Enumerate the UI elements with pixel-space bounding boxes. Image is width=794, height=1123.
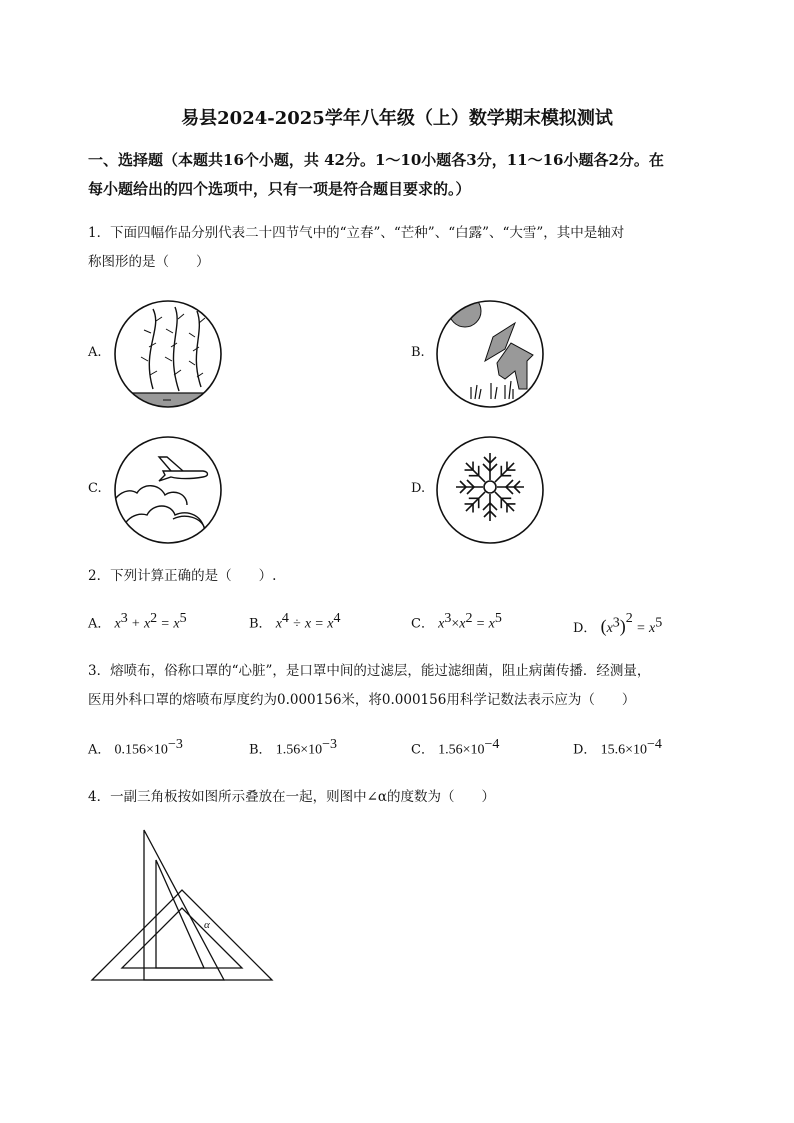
snowflake-icon[interactable] [435,435,545,545]
q3-option-b[interactable]: B． $1.56\times 10^{-3}$ [249,737,338,758]
q1-option-a-label[interactable]: A. [88,345,102,360]
question-1-stem [88,219,728,277]
question-1-line1: 1．下面四幅作品分别代表二十四节气中的“立春”、“芒种”、“白露”、“大雪”，其中是轴对 [88,225,625,241]
willow-icon[interactable] [113,299,223,409]
question-3-stem [88,657,728,715]
q3-option-c[interactable]: C． $1.56\times 10^{-4}$ [411,737,500,758]
question-4-stem: 4．一副三角板按如图所示叠放在一起，则图中∠α的度数为（ ） [88,789,496,805]
q3-option-d[interactable]: D． $15.6\times 10^{-4}$ [573,737,662,758]
section-heading-line1: 一、选择题（本题共16个小题，共 42分。1～10小题各3分，11～16小题各2分。在 [88,151,664,169]
alpha-label: α [204,919,210,931]
question-3-line1: 3．熔喷布，俗称口罩的“心脏”，是口罩中间的过滤层，能过滤细菌，阻止病菌传播．经测量， [88,663,651,679]
q1-option-d-label[interactable]: D. [411,481,426,496]
q2-option-c[interactable]: C． $x^3\times x^2 = x^5$ [411,611,502,632]
q1-option-c-label[interactable]: C. [88,481,102,496]
q2-option-a[interactable]: A． $x^3 + x^2 = x^5$ [88,611,187,632]
triangle-rulers-figure [88,826,278,986]
question-3-line2: 医用外科口罩的熔喷布厚度约为0.000156米，将0.000156用科学记数法表示应为（ ） [88,692,636,708]
question-2-stem: 2．下列计算正确的是（ ）. [88,568,277,584]
q2-option-b[interactable]: B． $x^4 \div x = x^4$ [249,611,341,632]
q1-option-b-label[interactable]: B. [411,345,425,360]
q3-option-a[interactable]: A． $0.156\times 10^{-3}$ [88,737,183,758]
question-1-line2: 称图形的是（ ） [88,254,210,270]
section-heading [88,146,728,204]
bird-cloud-icon[interactable] [113,435,223,545]
q2-option-d[interactable]: D． $(x^3)^2 = x^5$ [573,611,663,636]
page-title: 易县2024-2025学年八年级（上）数学期末模拟测试 [181,108,613,129]
sun-grass-icon[interactable] [435,299,545,409]
section-heading-line2: 每小题给出的四个选项中，只有一项是符合题目要求的。） [88,180,471,198]
